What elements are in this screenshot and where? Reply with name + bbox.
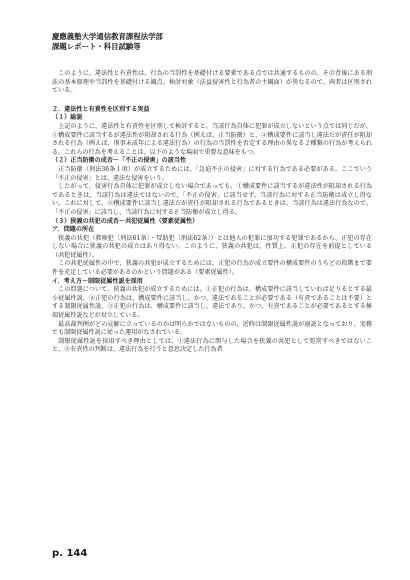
section-2-2-paragraph-2: したがって、侵害行為自体に犯罪が成立しない場合であっても、①構成要件に該当するが違法性が阻却される行為であるときは、当該行為は違法ではないので、「不正の侵害」に該当せず、当該行為に対する正当防衛は成立し得ない。これに対して、②構成要件に該当し違法だが責任が阻却される行為であるときは、当該行為は違法行為なので、「不正の侵害」に該当し、当該行為に対する正当防衛が成立し得る。 bbox=[52, 183, 372, 216]
document-header bbox=[52, 32, 163, 52]
section-2-3-i-paragraph-3: 制限従属性説を採用すべき理由としては、①違法行為に関与した場合を狭義の共犯として処罰すべきではないこと、②有責性の判断は、違法行為を行うと意思決定した行為者 bbox=[52, 337, 372, 354]
page-number: p. 144 bbox=[52, 548, 88, 559]
section-2-3-i-paragraph-1: この問題について、狭義の共犯が成立するためには、①正犯の行為は、構成要件に該当していれば足りるとする最小従属性説、②正犯の行為は、構成要件に該当し、かつ、違法であることが必要である（有責であることは不要）とする制限従属性説、③正犯の行為は、構成要件に該当し、違法であり、かつ、有責であることが必要であるとする極端従属性説などが対立している。 bbox=[52, 286, 372, 320]
section-2-heading: ２．違法性と有責性を区別する実益 bbox=[52, 105, 150, 113]
document-body bbox=[52, 70, 372, 355]
section-2-1-paragraph: 上記のように、違法性と有責性を区別して検討すると、当該行為自体に犯罪が成立しないという点では同じだが、①構成要件に該当するが違法性が阻却される行為（例えば、正当防衛）と、②構成要件に該当し違法だが責任が阻却される行為（例えば、刑事未成年による違法行為）の行為の当罰性を否定する理由の異なる２種類の行為が考えられる。これらの行為を考えることは、以下のような場面で重要な意味をもつ。 bbox=[52, 122, 372, 156]
section-2-3-a-paragraph-2: この共犯従属性の中で、狭義の共犯が成立するためには、正犯の行為が成立要件の構成要件のうちどの段階まで要件を充足している必要があるのかという問題がある（要素従属性）。 bbox=[52, 260, 372, 277]
intro-paragraph: このように、違法性と有責性は、行為の当罰性を基礎付ける要素である点では共通するものの、その背後にある刑法の基本原理や当罰性を基礎付ける観点、検討対象（法益侵害性と行為者の主観面）が異なるので、両者は区別されている。 bbox=[52, 70, 372, 95]
section-2-3-heading: （３）狭義の共犯の成否－共犯従属性（要素従属性） bbox=[52, 217, 199, 225]
section-2-2-heading: （２）正当防衛の成否－「不正の侵害」の該当性 bbox=[52, 157, 187, 165]
header-university: 慶應義塾大学通信教育課程法学部 bbox=[52, 32, 163, 41]
header-document-type: 課題レポート・科目試験等 bbox=[52, 42, 141, 51]
section-2-3-i-heading: イ．考え方－制限従属性説を採用 bbox=[52, 277, 143, 285]
section-2-2-paragraph-1: 正当防衛（刑法36条１項）が成立するためには、「急迫不正の侵害」に対する行為である必要がある。ここでいう「不正の侵害」とは、違法な侵害をいう。 bbox=[52, 165, 372, 182]
section-2-1-heading: （１）総説 bbox=[52, 114, 83, 122]
section-2-3-a-heading: ア．問題の所在 bbox=[52, 226, 95, 234]
section-2-3-a-paragraph-1: 狭義の共犯（教唆犯〔刑法61条〕・幇助犯〔刑法62条〕）とは他人の犯罪に加功する犯罪であるから、正犯の存在しない場合に狭義の共犯の成立はあり得ない。このように、狭義の共犯は、性質上、正犯の存在を前提としている（共犯従属性）。 bbox=[52, 234, 372, 259]
section-2-3-i-paragraph-2: 最高裁判例がどの見解に立っているのかは明らかではないものの、近時は制限従属性説が通説となっており、実務でも制限従属性説に従った運用がなされている。 bbox=[52, 320, 372, 337]
